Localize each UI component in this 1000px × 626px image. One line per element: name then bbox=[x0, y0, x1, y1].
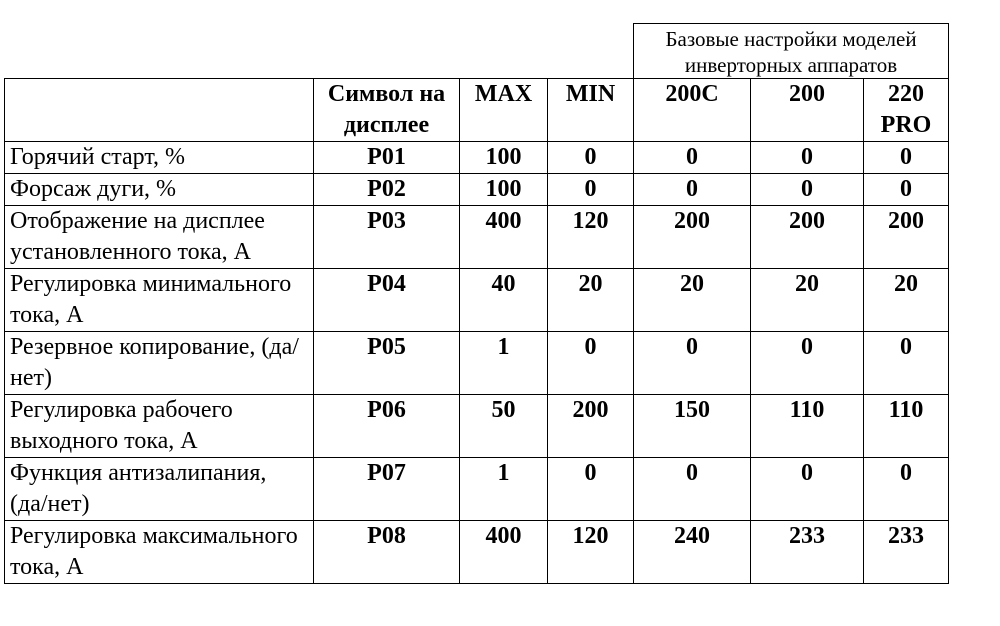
value-220pro-cell: 0 bbox=[864, 174, 949, 206]
min-cell: 0 bbox=[548, 174, 634, 206]
symbol-cell: P02 bbox=[314, 174, 460, 206]
blank-cell bbox=[5, 24, 634, 79]
min-cell: 20 bbox=[548, 269, 634, 332]
row-label: Горячий старт, % bbox=[5, 142, 314, 174]
symbol-cell: P07 bbox=[314, 458, 460, 521]
max-cell: 100 bbox=[460, 174, 548, 206]
value-200c-cell: 240 bbox=[634, 521, 751, 584]
header-200: 200 bbox=[751, 79, 864, 142]
header-symbol: Символ на дисплее bbox=[314, 79, 460, 142]
max-cell: 50 bbox=[460, 395, 548, 458]
header-min: MIN bbox=[548, 79, 634, 142]
row-label: Форсаж дуги, % bbox=[5, 174, 314, 206]
symbol-cell: P04 bbox=[314, 269, 460, 332]
value-220pro-cell: 0 bbox=[864, 142, 949, 174]
column-header-row bbox=[5, 79, 949, 142]
min-cell: 120 bbox=[548, 521, 634, 584]
value-220pro-cell: 233 bbox=[864, 521, 949, 584]
value-200c-cell: 0 bbox=[634, 332, 751, 395]
max-cell: 1 bbox=[460, 458, 548, 521]
value-200c-cell: 0 bbox=[634, 142, 751, 174]
settings-table bbox=[4, 23, 949, 584]
value-200c-cell: 0 bbox=[634, 458, 751, 521]
min-cell: 0 bbox=[548, 332, 634, 395]
symbol-cell: P01 bbox=[314, 142, 460, 174]
min-cell: 0 bbox=[548, 142, 634, 174]
group-header-row bbox=[5, 24, 949, 79]
symbol-cell: P05 bbox=[314, 332, 460, 395]
header-200c: 200C bbox=[634, 79, 751, 142]
value-220pro-cell: 20 bbox=[864, 269, 949, 332]
value-200-cell: 0 bbox=[751, 174, 864, 206]
min-cell: 120 bbox=[548, 206, 634, 269]
row-label: Отображение на дисплее установленного тока, А bbox=[5, 206, 314, 269]
row-label: Регулировка максимального тока, А bbox=[5, 521, 314, 584]
table-row bbox=[5, 458, 949, 521]
value-200-cell: 200 bbox=[751, 206, 864, 269]
value-200-cell: 20 bbox=[751, 269, 864, 332]
min-cell: 0 bbox=[548, 458, 634, 521]
symbol-cell: P08 bbox=[314, 521, 460, 584]
value-200c-cell: 20 bbox=[634, 269, 751, 332]
value-200-cell: 110 bbox=[751, 395, 864, 458]
max-cell: 100 bbox=[460, 142, 548, 174]
row-label: Регулировка рабочего выходного тока, А bbox=[5, 395, 314, 458]
header-220pro: 220 PRO bbox=[864, 79, 949, 142]
row-label: Регулировка минимального тока, А bbox=[5, 269, 314, 332]
table-row bbox=[5, 521, 949, 584]
header-max: MAX bbox=[460, 79, 548, 142]
value-220pro-cell: 0 bbox=[864, 458, 949, 521]
min-cell: 200 bbox=[548, 395, 634, 458]
max-cell: 400 bbox=[460, 206, 548, 269]
max-cell: 400 bbox=[460, 521, 548, 584]
group-header-cell: Базовые настройки моделей инверторных аппаратов bbox=[634, 24, 949, 79]
table-row bbox=[5, 142, 949, 174]
symbol-cell: P06 bbox=[314, 395, 460, 458]
table-row bbox=[5, 206, 949, 269]
table-row bbox=[5, 269, 949, 332]
value-200c-cell: 200 bbox=[634, 206, 751, 269]
value-220pro-cell: 200 bbox=[864, 206, 949, 269]
value-200-cell: 0 bbox=[751, 142, 864, 174]
value-200c-cell: 0 bbox=[634, 174, 751, 206]
max-cell: 1 bbox=[460, 332, 548, 395]
value-200-cell: 0 bbox=[751, 332, 864, 395]
max-cell: 40 bbox=[460, 269, 548, 332]
table-row bbox=[5, 395, 949, 458]
value-200-cell: 233 bbox=[751, 521, 864, 584]
table-row bbox=[5, 174, 949, 206]
symbol-cell: P03 bbox=[314, 206, 460, 269]
value-220pro-cell: 110 bbox=[864, 395, 949, 458]
row-label: Функция антизалипания, (да/нет) bbox=[5, 458, 314, 521]
value-200c-cell: 150 bbox=[634, 395, 751, 458]
table-row bbox=[5, 332, 949, 395]
row-label: Резервное копирование, (да/нет) bbox=[5, 332, 314, 395]
value-220pro-cell: 0 bbox=[864, 332, 949, 395]
value-200-cell: 0 bbox=[751, 458, 864, 521]
header-empty-cell bbox=[5, 79, 314, 142]
